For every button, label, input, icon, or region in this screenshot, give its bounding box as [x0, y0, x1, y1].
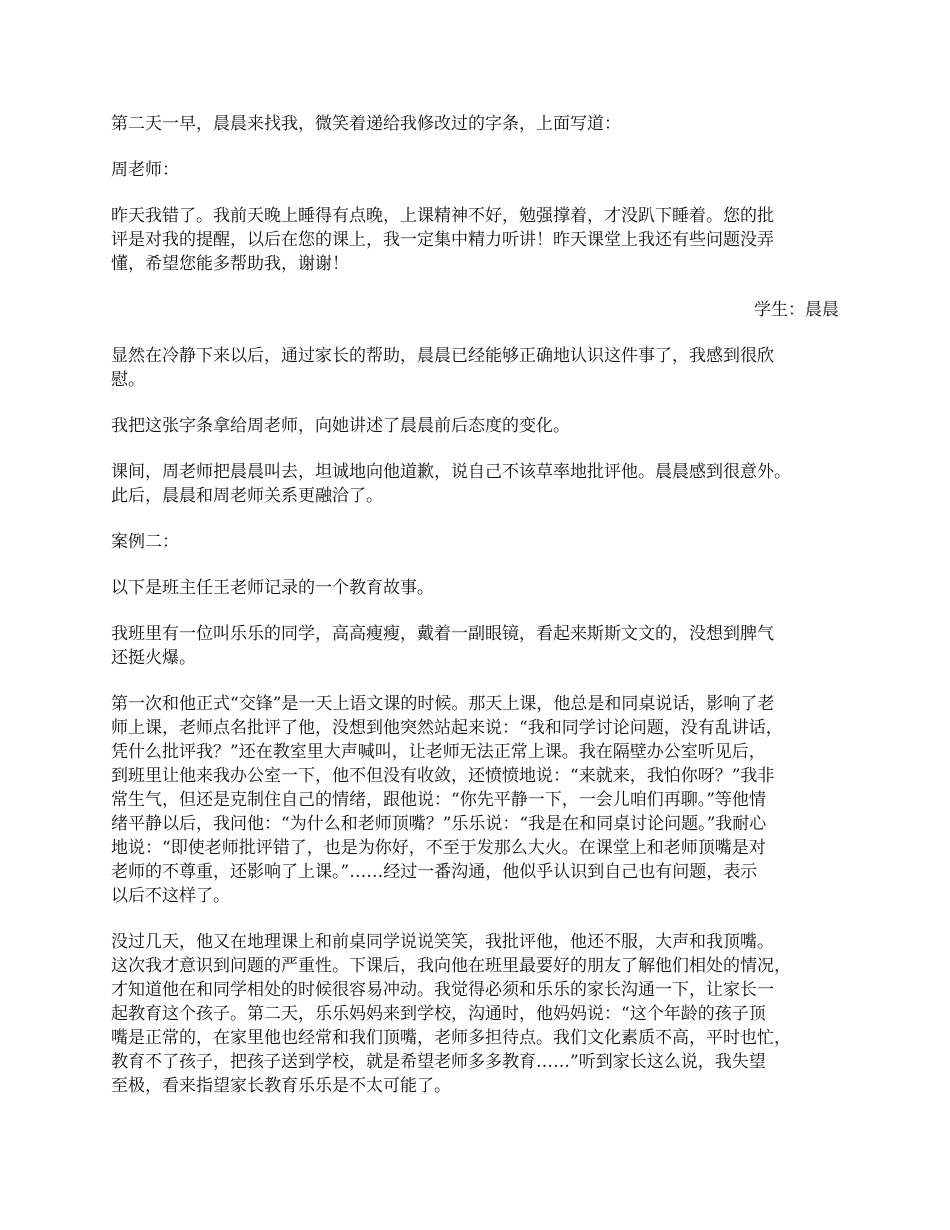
paragraph-salutation: 周老师： [111, 160, 179, 180]
paragraph-reflection: 显然在冷静下来以后，通过家长的帮助，晨晨已经能够正确地认识这件事了，我感到很欣 慰。 [111, 346, 774, 390]
paragraph-apology: 课间，周老师把晨晨叫去，坦诚地向他道歉，说自己不该草率地批评他。晨晨感到很意外。 此后，晨晨和周老师关系更融洽了。 [111, 462, 791, 506]
document-page [111, 112, 851, 1120]
paragraph-intro: 第二天一早，晨晨来找我，微笑着递给我修改过的字条，上面写道： [111, 114, 621, 134]
paragraph-second-clash: 没过几天，他又在地理课上和前桌同学说说笑笑，我批评他，他还不服，大声和我顶嘴。 这次我才意识到问题的严重性。下课后，我向他在班里最要好的朋友了解他们相处的情况， 才知道他在和同学相处的时候很容易冲动。我觉得必须和乐乐的家长沟通一下，让家长一 起教育这个孩子。第二天，乐乐妈妈来到学校，沟通时，他妈妈说：“这个年龄的孩子顶 嘴是正常的，在家里他也经常和我们顶嘴，老师多担待点。我们文化素质不高，平时也忙， 教育不了孩子，把孩子送到学校，就是希望老师多多教育……”听到家长这么说，我失望 至极，看来指望家长教育乐乐是不太可能了。 [111, 932, 791, 1096]
paragraph-lele-intro: 我班里有一位叫乐乐的同学，高高瘦瘦，戴着一副眼镜，看起来斯斯文文的，没想到脾气 还挺火爆。 [111, 624, 774, 668]
paragraph-note-body: 昨天我错了。我前天晚上睡得有点晚，上课精神不好，勉强撑着，才没趴下睡着。您的批 评是对我的提醒，以后在您的课上，我一定集中精力听讲！昨天课堂上我还有些问题没弄 懂，希望您能多帮助我，谢谢！ [111, 206, 774, 274]
paragraph-handover: 我把这张字条拿给周老师，向她讲述了晨晨前后态度的变化。 [111, 416, 570, 436]
case-two-heading: 案例二： [111, 532, 179, 552]
paragraph-first-clash: 第一次和他正式“交锋”是一天上语文课的时候。那天上课，他总是和同桌说话，影响了老 师上课，老师点名批评了他，没想到他突然站起来说：“我和同学讨论问题，没有乱讲话， 凭什么批评我？”还在教室里大声喊叫，让老师无法正常上课。我在隔壁办公室听见后， 到班里让他来我办公室一下，他不但没有收敛，还愤愤地说：“来就来，我怕你呀？”我非 常生气，但还是克制住自己的情绪，跟他说：“你先平静一下，一会儿咱们再聊。”等他情 绪平静以后，我问他：“为什么和老师顶嘴？”乐乐说：“我是在和同桌讨论问题。”我耐心 地说：“即使老师批评错了，也是为你好，不至于发那么大火。在课堂上和老师顶嘴是对 老师的不尊重，还影响了上课。”……经过一番沟通，他似乎认识到自己也有问题，表示 以后不这样了。 [111, 694, 783, 906]
paragraph-case-two-intro: 以下是班主任王老师记录的一个教育故事。 [111, 578, 434, 598]
paragraph-signature: 学生：晨晨 [754, 300, 839, 320]
